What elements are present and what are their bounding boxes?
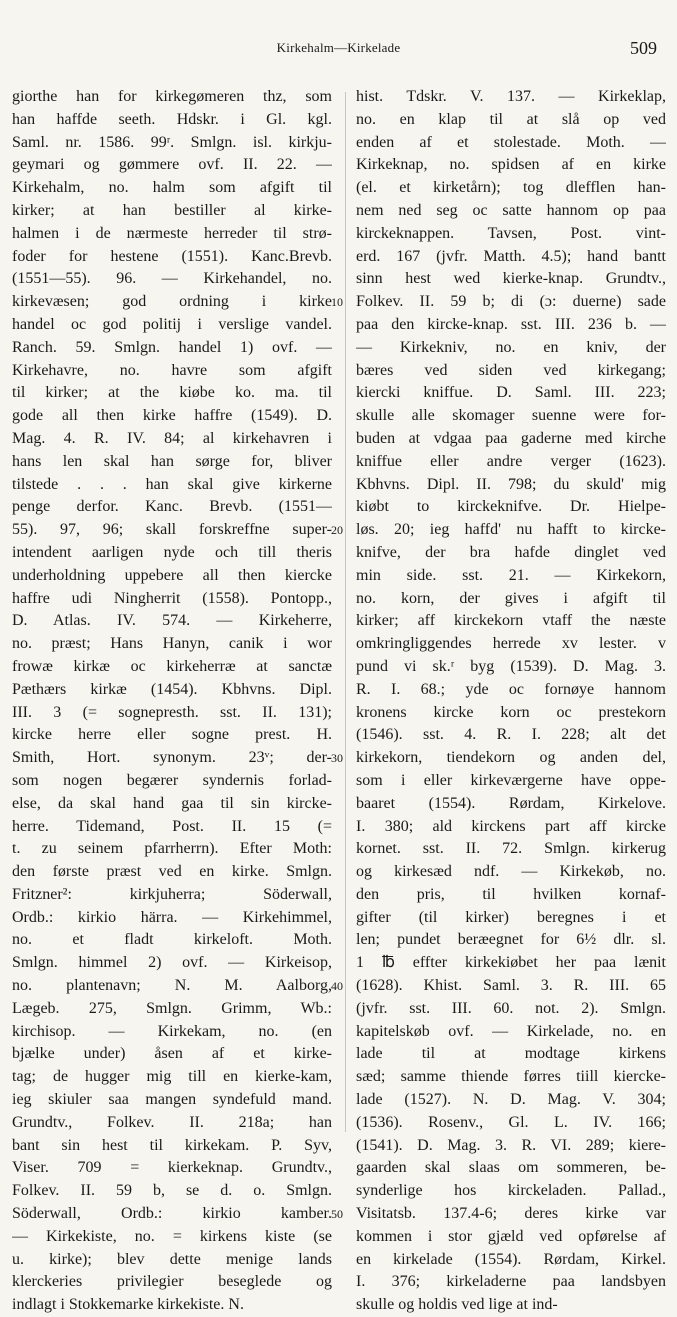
text-line: kirker; aff kirckekorn vtaff the næste (356, 612, 666, 630)
text-line: kiercki kniffue. D. Saml. III. 223; (356, 384, 666, 402)
text-line: løs. 20; ieg haffd' nu hafft to kircke- (356, 521, 666, 539)
text-line: (1536). Rosenv., Gl. L. IV. 166; (356, 1113, 666, 1131)
text-line: sinn hest wed kierke-knap. Grundtv., (356, 270, 666, 288)
text-line: intendent aarligen nyde och till theris (12, 543, 332, 561)
text-line: Smith, Hort. synonym. 23ᵛ; der- (12, 749, 332, 767)
text-line: Viser. 709 = kierkeknap. Grundtv., (12, 1159, 332, 1177)
text-line: tilstede . . . han skal give kirkerne (12, 475, 332, 493)
text-line: bæres ved siden ved kirkegang; (356, 361, 666, 379)
text-line: Visitatsb. 137.4-6; deres kirke var (356, 1205, 666, 1223)
text-line: baaret (1554). Rørdam, Kirkelove. (356, 794, 666, 812)
margin-line-number: 10 (331, 295, 343, 310)
text-line: haffre udi Ningherrit (1558). Pontopp., (12, 589, 332, 607)
text-line: (1551—55). 96. — Kirkehandel, no. (12, 270, 332, 288)
text-line: den pris, til hvilken kornaf- (356, 885, 666, 903)
text-line: kirchisop. — Kirkekam, no. (en (12, 1022, 332, 1040)
text-line: kiøbt to kirckeknifve. Dr. Hielpe- (356, 498, 666, 516)
text-line: (1628). Khist. Saml. 3. R. III. 65 (356, 977, 666, 995)
text-line: paa den kircke-knap. sst. III. 236 b. — (356, 315, 666, 333)
text-line: no. et fladt kirkeloft. Moth. (12, 931, 332, 949)
text-line: Smlgn. himmel 2) ovf. — Kirkeisop, (12, 954, 332, 972)
text-line: sæd; samme thiende førres tiill kiercke- (356, 1068, 666, 1086)
text-line: Mag. 4. R. IV. 84; al kirkehavren i (12, 429, 332, 447)
text-line: bant sin hest til kirkekam. P. Syv, (12, 1136, 332, 1154)
margin-line-number: 40 (331, 979, 343, 994)
text-line: skulle alle skomager suenne were for- (356, 407, 666, 425)
text-line: hist. Tdskr. V. 137. — Kirkeklap, (356, 88, 666, 105)
text-line: frowæ kirkæ oc kirkeherræ at sanctæ (12, 657, 332, 675)
text-line: Pæthærs kirkæ (1454). Kbhvns. Dipl. (12, 680, 332, 698)
text-line: Kbhvns. Dipl. II. 798; du skuld' mig (356, 475, 666, 493)
text-line: (el. et kirketårn); tog dlefflen han- (356, 179, 666, 197)
text-line: omkringliggendes herrede xv lester. v (356, 635, 666, 653)
text-line: Ordb.: kirkio härra. — Kirkehimmel, (12, 908, 332, 926)
text-line: herre. Tidemand, Post. II. 15 (= (12, 817, 332, 835)
text-line: underholdning uppebere all then kiercke (12, 566, 332, 584)
text-line: enden af et stolestade. Moth. — (356, 133, 666, 151)
text-line: min side. sst. 21. — Kirkekorn, (356, 566, 666, 584)
page-number: 509 (630, 38, 657, 58)
text-line: tag; de hugger mig till en kierke-kam, (12, 1068, 332, 1086)
text-line: kirkekorn, tiendekorn og anden del, (356, 749, 666, 767)
text-line: kornet. sst. II. 72. Smlgn. kirkerug (356, 840, 666, 858)
text-line: R. I. 68.; yde oc fornøye hannom (356, 680, 666, 698)
text-line: Folkev. II. 59 b; di (ɔ: duerne) sade (356, 293, 666, 311)
text-line: erd. 167 (jvfr. Matth. 4.5); hand bantt (356, 247, 666, 265)
text-line: ieg skiuler saa mangen syndefuld mand. (12, 1091, 332, 1109)
text-line: synderlige hos kirckeladen. Pallad., (356, 1182, 666, 1200)
text-line: pund vi sk.ʳ byg (1539). D. Mag. 3. (356, 657, 666, 675)
text-line: hans len skal han sørge for, bliver (12, 452, 332, 470)
text-line: Lægeb. 275, Smlgn. Grimm, Wb.: (12, 999, 332, 1017)
text-line: len; pundet beræegnet for 6½ dlr. sl. (356, 931, 666, 949)
text-line: kirckeknappen. Tavsen, Post. vint- (356, 224, 666, 242)
text-line: Söderwall, Ordb.: kirkio kamber. (12, 1205, 332, 1223)
text-line: I. 376; kirkeladerne paa landsbyen (356, 1273, 666, 1291)
text-line: penge derfor. Kanc. Brevb. (1551— (12, 498, 332, 516)
text-line: handel oc god politij i verslige vandel. (12, 315, 332, 333)
text-line: lade (1527). N. D. Mag. V. 304; (356, 1091, 666, 1109)
text-line: no. en klap til at slå op ved (356, 110, 666, 128)
text-line: til kirker; at the kiøbe ko. ma. til (12, 384, 332, 402)
text-line: Grundtv., Folkev. II. 218a; han (12, 1113, 332, 1131)
text-line: Fritzner²: kirkjuherra; Söderwall, (12, 885, 332, 903)
text-line: halmen i de nærmeste herreder til strø- (12, 224, 332, 242)
text-line: skulle og holdis ved lige at ind- (356, 1296, 558, 1314)
text-line: D. Atlas. IV. 574. — Kirkeherre, (12, 612, 332, 630)
text-line: indlagt i Stokkemarke kirkekiste. N. (12, 1296, 244, 1314)
text-line: gode all then kirke haffre (1549). D. (12, 407, 332, 425)
text-line: han haffde seeth. Hdskr. i Gl. kgl. (12, 110, 332, 128)
text-line: kommen i stor gjæld ved opførelse af (356, 1227, 666, 1245)
running-title: Kirkehalm—Kirkelade (276, 40, 401, 55)
text-line: Kirkehavre, no. havre som afgift (12, 361, 332, 379)
text-line: kircke herre eller sogne prest. H. (12, 726, 332, 744)
column-divider (345, 92, 346, 1132)
text-line: den første præst ved en kirke. Smlgn. (12, 863, 332, 881)
text-line: I. 380; ald kirckens part aff kircke (356, 817, 666, 835)
text-line: (jvfr. sst. III. 60. not. 2). Smlgn. (356, 999, 666, 1017)
text-line: (1546). sst. 4. R. I. 228; alt det (356, 726, 666, 744)
text-line: u. kirke); blev dette menige lands (12, 1250, 332, 1268)
text-line: Kirkehalm, no. halm som afgift til (12, 179, 332, 197)
text-line: klerckeries privilegier beseglede og (12, 1273, 332, 1291)
text-line: no. præst; Hans Hanyn, canik i wor (12, 635, 332, 653)
margin-line-number: 20 (331, 523, 343, 538)
text-line: kirkevæsen; god ordning i kirke (12, 293, 332, 311)
text-line: Folkev. II. 59 b, se d. o. Smlgn. (12, 1182, 332, 1200)
text-line: III. 3 (= sognepresth. sst. II. 131); (12, 703, 332, 721)
text-line: 55). 97, 96; skall forskreffne super- (12, 521, 332, 539)
text-line: foder for hestene (1551). Kanc.Brevb. (12, 247, 332, 265)
text-line: no. korn, der gives i afgift til (356, 589, 666, 607)
text-line: en kirkelade (1554). Rørdam, Kirkel. (356, 1250, 666, 1268)
text-line: gifter (til kirker) beregnes i et (356, 908, 666, 926)
text-line: kniffue eller andre verger (1623). (356, 452, 666, 470)
text-line: no. plantenavn; N. M. Aalborg, (12, 977, 332, 995)
text-line: nem ned seg oc satte hannom op paa (356, 201, 666, 219)
margin-line-number: 50 (331, 1207, 343, 1222)
right-text-column (356, 86, 666, 1317)
text-line: kronens kircke korn oc prestekorn (356, 703, 666, 721)
text-line: Saml. nr. 1586. 99ʳ. Smlgn. isl. kirkju- (12, 133, 332, 151)
text-line: (1541). D. Mag. 3. R. VI. 289; kiere- (356, 1136, 666, 1154)
text-line: kirker; at han bestiller al kirke- (12, 201, 332, 219)
text-line: bjælke under) åsen af et kirke- (12, 1045, 332, 1063)
text-line: t. zu seinem pfarrherrn). Efter Moth: (12, 840, 332, 858)
text-line: lade til at modtage kirkens (356, 1045, 666, 1063)
text-line: else, da skal hand gaa til sin kircke- (12, 794, 332, 812)
text-line: Kirkeknap, no. spidsen af en kirke (356, 156, 666, 174)
text-line: giorthe han for kirkegømeren thz, som (12, 88, 332, 105)
page-header (0, 38, 677, 60)
left-text-column (12, 86, 332, 1317)
text-line: 1 ℔ effter kirkekiøbet her paa lænit (356, 954, 666, 972)
text-line: buden at vdgaa paa gaderne med kirche (356, 429, 666, 447)
text-line: gaarden skal slaas om sommeren, be- (356, 1159, 666, 1177)
text-line: geymari og gømmere ovf. II. 22. — (12, 156, 332, 174)
text-line: Ranch. 59. Smlgn. handel 1) ovf. — (12, 338, 332, 356)
text-line: kapitelskøb ovf. — Kirkelade, no. en (356, 1022, 666, 1040)
text-line: knifve, der bra hafde dinglet ved (356, 543, 666, 561)
margin-line-number: 30 (331, 751, 343, 766)
text-line: — Kirkekiste, no. = kirkens kiste (se (12, 1227, 332, 1245)
text-line: — Kirkekniv, no. en kniv, der (356, 338, 666, 356)
text-line: som nogen begærer syndernis forlad- (12, 771, 332, 789)
text-line: og kirkesæd ndf. — Kirkekøb, no. (356, 863, 666, 881)
text-line: som i eller kirkeværgerne have oppe- (356, 771, 666, 789)
